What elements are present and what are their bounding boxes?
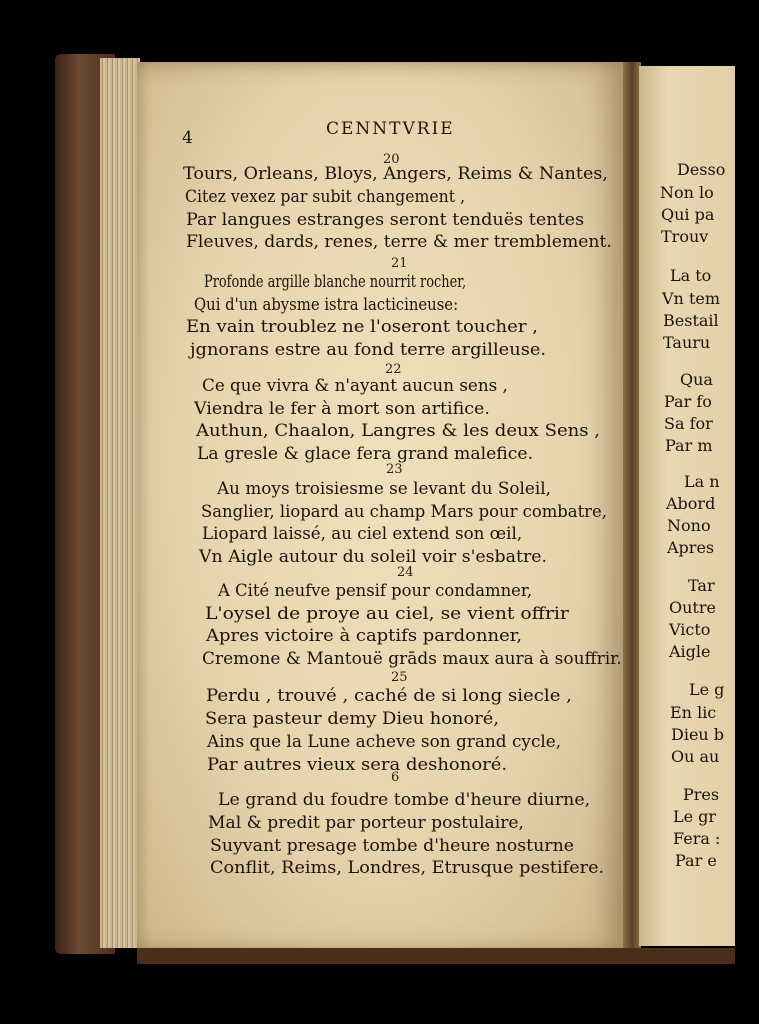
right-page-fragment: Le g — [689, 680, 725, 699]
verse-line: Vn Aigle autour du soleil voir s'esbatre. — [199, 547, 548, 566]
quatrain-number: 25 — [391, 670, 408, 685]
verse-line: Qui d'un abysme istra lacticineuse: — [194, 295, 459, 314]
verse-line: Suyvant presage tombe d'heure nosturne — [210, 836, 575, 855]
verse-line: La gresle & glace fera grand malefice. — [197, 444, 534, 463]
right-page-fragment: Victo — [669, 620, 711, 639]
quatrain-number: 6 — [391, 770, 400, 785]
verse-line: Citez vexez par subit changement , — [185, 187, 466, 206]
right-page-fragment: Dieu b — [671, 725, 725, 744]
quatrain-number: 20 — [383, 152, 400, 167]
right-page-fragment: Tar — [688, 576, 715, 595]
right-page-fragment: Qui pa — [661, 205, 715, 224]
right-page-fragment: Outre — [669, 598, 716, 617]
verse-line: Sanglier, liopard au champ Mars pour combatre, — [201, 502, 607, 521]
right-page-fragment: Par e — [675, 851, 717, 870]
right-page-fragment: Apres — [667, 538, 715, 557]
verse-line: Ains que la Lune acheve son grand cycle, — [207, 732, 562, 751]
verse-line: En vain troublez ne l'oseront toucher , — [186, 317, 538, 336]
right-page-fragment: Qua — [680, 370, 713, 389]
verse-line: Liopard laissé, au ciel extend son œil, — [202, 524, 523, 543]
verse-line: Mal & predit par porteur postulaire, — [208, 813, 524, 832]
quatrain-number: 22 — [385, 362, 402, 377]
page-header: CENNTVRIE — [326, 119, 455, 139]
right-page-fragment: La n — [684, 472, 720, 491]
verse-line: Ce que vivra & n'ayant aucun sens , — [202, 376, 508, 395]
verse-line: Par langues estranges seront tenduës tentes — [186, 210, 585, 229]
right-page-fragment: Sa for — [664, 414, 713, 433]
quatrain-number: 21 — [391, 256, 408, 271]
verse-line: Conflit, Reims, Londres, Etrusque pestifere. — [210, 858, 605, 877]
right-page-fragment: Fera : — [673, 829, 721, 848]
verse-line: Fleuves, dards, renes, terre & mer tremblement. — [186, 232, 612, 251]
verse-line: Sera pasteur demy Dieu honoré, — [205, 709, 500, 728]
verse-line: Viendra le fer à mort son artifice. — [194, 399, 490, 418]
right-page-fragment: La to — [670, 266, 712, 285]
right-page-fragment: Desso — [677, 160, 726, 179]
verse-line: Par autres vieux sera deshonoré. — [207, 755, 508, 774]
quatrain-number: 23 — [386, 462, 403, 477]
quatrain-number: 24 — [397, 565, 414, 580]
verse-line: Perdu , trouvé , caché de si long siecle , — [206, 686, 572, 705]
right-page-fragment: Abord — [666, 494, 716, 513]
verse-line: Au moys troisiesme se levant du Soleil, — [217, 479, 552, 498]
right-page-fragment: Par fo — [664, 392, 712, 411]
right-page-fragment: Ou au — [671, 747, 720, 766]
right-page-fragment: Tauru — [663, 333, 711, 352]
verse-line: Authun, Chaalon, Langres & les deux Sens , — [196, 421, 601, 440]
verse-line: Apres victoire à captifs pardonner, — [206, 626, 523, 645]
right-page-fragment: Vn tem — [662, 289, 721, 308]
verse-line: L'oysel de proye au ciel, se vient offrir — [205, 604, 569, 623]
verse-line: Le grand du foudre tombe d'heure diurne, — [218, 790, 591, 809]
right-page-fragment: Le gr — [673, 807, 717, 826]
verse-line: Profonde argille blanche nourrit rocher, — [204, 272, 467, 291]
right-page-fragment: Non lo — [660, 183, 714, 202]
right-page-fragment: En lic — [670, 703, 717, 722]
right-page-fragment: Pres — [683, 785, 720, 804]
verse-line: Tours, Orleans, Bloys, Angers, Reims & Nantes, — [183, 164, 608, 183]
verse-line: A Cité neufve pensif pour condamner, — [218, 581, 533, 600]
page-number: 4 — [182, 128, 193, 148]
right-page-fragment: Bestail — [663, 311, 719, 330]
verse-line: jgnorans estre au fond terre argilleuse. — [190, 340, 547, 359]
right-page-fragment: Par m — [665, 436, 713, 455]
verse-line: Cremone & Mantouë grāds maux aura à souffrir. — [202, 649, 622, 668]
right-page-fragment: Nono — [667, 516, 711, 535]
right-page-fragment: Aigle — [669, 642, 711, 661]
right-page-fragment: Trouv — [661, 227, 709, 246]
